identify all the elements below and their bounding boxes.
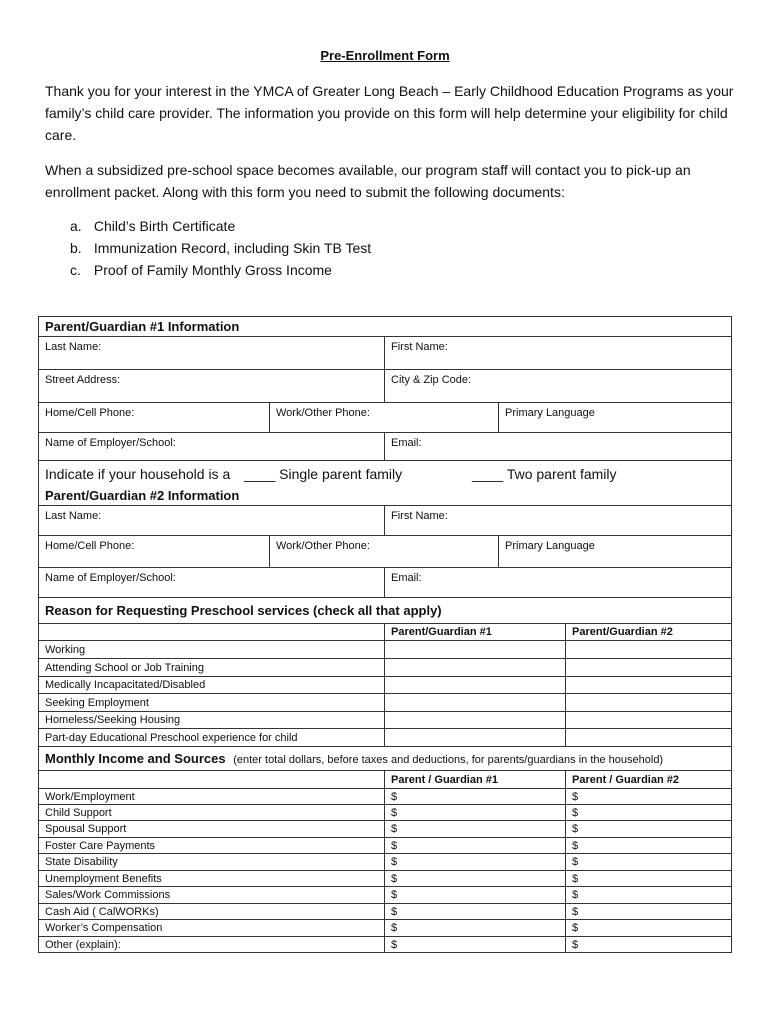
income-amount-guardian1[interactable]: $ (385, 854, 566, 871)
reason-label: Attending School or Job Training (39, 659, 385, 677)
income-source-label: Foster Care Payments (39, 838, 385, 854)
guardian1-language-field[interactable]: Primary Language (499, 403, 732, 433)
reasons-col-guardian2: Parent/Guardian #2 (566, 624, 732, 641)
two-parent-blank[interactable]: ____ (472, 465, 504, 482)
reason-label: Homeless/Seeking Housing (39, 712, 385, 729)
single-parent-label: Single parent family (279, 465, 403, 482)
guardian2-email-field[interactable]: Email: (385, 568, 732, 598)
reason-check-guardian2[interactable] (566, 659, 732, 677)
income-amount-guardian1[interactable]: $ (385, 838, 566, 854)
income-source-label: Other (explain): (39, 937, 385, 953)
income-amount-guardian2[interactable]: $ (566, 937, 732, 953)
guardian1-heading: Parent/Guardian #1 Information (39, 317, 732, 337)
income-amount-guardian1[interactable]: $ (385, 937, 566, 953)
guardian2-home-phone-field[interactable]: Home/Cell Phone: (39, 536, 270, 568)
documents-list (70, 215, 371, 281)
income-amount-guardian1[interactable]: $ (385, 920, 566, 937)
guardian2-first-name-field[interactable]: First Name: (385, 506, 732, 536)
income-col-guardian1: Parent / Guardian #1 (385, 771, 566, 789)
form-title: Pre-Enrollment Form (320, 48, 450, 63)
income-amount-guardian1[interactable]: $ (385, 871, 566, 887)
guardian1-city-zip-field[interactable]: City & Zip Code: (385, 370, 732, 403)
guardian1-work-phone-field[interactable]: Work/Other Phone: (270, 403, 499, 433)
reason-check-guardian2[interactable] (566, 677, 732, 694)
document-letter: c. (70, 262, 81, 278)
reasons-heading: Reason for Requesting Preschool services (check all that apply) (39, 598, 732, 624)
income-amount-guardian2[interactable]: $ (566, 789, 732, 805)
reason-check-guardian2[interactable] (566, 729, 732, 747)
reason-check-guardian2[interactable] (566, 694, 732, 712)
income-amount-guardian2[interactable]: $ (566, 871, 732, 887)
reasons-blank-header (39, 624, 385, 641)
income-amount-guardian2[interactable]: $ (566, 805, 732, 821)
document-item (70, 259, 371, 281)
household-prefix: Indicate if your household is a (45, 465, 231, 482)
income-amount-guardian2[interactable]: $ (566, 887, 732, 904)
income-source-label: Sales/Work Commissions (39, 887, 385, 904)
income-col-guardian2: Parent / Guardian #2 (566, 771, 732, 789)
intro-paragraph: Thank you for your interest in the YMCA of Greater Long Beach – Early Childhood Education Programs as your family’s child care provider. The information you provide on this form will help determine your eligibility for child care. (45, 83, 734, 143)
documents-paragraph: When a subsidized pre-school space becomes available, our program staff will contact you to pick-up an enrollment packet. Along with this form you need to submit the following documents: (45, 162, 691, 200)
reason-check-guardian1[interactable] (385, 712, 566, 729)
income-amount-guardian2[interactable]: $ (566, 838, 732, 854)
document-item (70, 215, 371, 237)
guardian1-home-phone-field[interactable]: Home/Cell Phone: (39, 403, 270, 433)
reasons-col-guardian1: Parent/Guardian #1 (385, 624, 566, 641)
income-source-label: Work/Employment (39, 789, 385, 805)
document-text: Immunization Record, including Skin TB Test (93, 240, 372, 256)
single-parent-blank[interactable]: ____ (244, 465, 276, 482)
guardian2-last-name-field[interactable]: Last Name: (39, 506, 385, 536)
income-amount-guardian2[interactable]: $ (566, 904, 732, 920)
income-source-label: Spousal Support (39, 821, 385, 838)
income-amount-guardian1[interactable]: $ (385, 904, 566, 920)
guardian1-last-name-field[interactable]: Last Name: (39, 337, 385, 370)
income-source-label: State Disability (39, 854, 385, 871)
income-heading-row (39, 747, 732, 771)
guardian2-language-field[interactable]: Primary Language (499, 536, 732, 568)
income-amount-guardian1[interactable]: $ (385, 805, 566, 821)
document-letter: a. (70, 218, 82, 234)
reason-label: Part-day Educational Preschool experience for child (39, 729, 385, 747)
income-amount-guardian1[interactable]: $ (385, 789, 566, 805)
income-amount-guardian2[interactable]: $ (566, 821, 732, 838)
reasons-table (38, 623, 732, 747)
guardian2-heading: Parent/Guardian #2 Information (39, 487, 732, 506)
reason-label: Working (39, 641, 385, 659)
income-table (38, 746, 732, 953)
reason-check-guardian2[interactable] (566, 641, 732, 659)
guardian1-first-name-field[interactable]: First Name: (385, 337, 732, 370)
reason-label: Medically Incapacitated/Disabled (39, 677, 385, 694)
household-type-row (39, 461, 732, 487)
reason-label: Seeking Employment (39, 694, 385, 712)
guardian1-employer-field[interactable]: Name of Employer/School: (39, 433, 385, 461)
document-item (70, 237, 371, 259)
income-source-label: Cash Aid ( CalWORKs) (39, 904, 385, 920)
income-source-label: Unemployment Benefits (39, 871, 385, 887)
income-source-label: Child Support (39, 805, 385, 821)
guardian1-table (38, 316, 732, 624)
income-source-label: Worker’s Compensation (39, 920, 385, 937)
reason-check-guardian1[interactable] (385, 694, 566, 712)
income-amount-guardian1[interactable]: $ (385, 821, 566, 838)
guardian2-employer-field[interactable]: Name of Employer/School: (39, 568, 385, 598)
income-blank-header (39, 771, 385, 789)
guardian2-work-phone-field[interactable]: Work/Other Phone: (270, 536, 499, 568)
income-amount-guardian2[interactable]: $ (566, 854, 732, 871)
guardian1-email-field[interactable]: Email: (385, 433, 732, 461)
guardian1-street-field[interactable]: Street Address: (39, 370, 385, 403)
document-text: Proof of Family Monthly Gross Income (93, 262, 332, 278)
income-amount-guardian2[interactable]: $ (566, 920, 732, 937)
reason-check-guardian1[interactable] (385, 659, 566, 677)
two-parent-label: Two parent family (506, 465, 617, 482)
income-amount-guardian1[interactable]: $ (385, 887, 566, 904)
document-letter: b. (70, 240, 82, 256)
reason-check-guardian1[interactable] (385, 729, 566, 747)
income-note: (enter total dollars, before taxes and deductions, for parents/guardians in the household) (233, 754, 664, 766)
reason-check-guardian1[interactable] (385, 641, 566, 659)
document-text: Child’s Birth Certificate (93, 218, 236, 234)
income-heading: Monthly Income and Sources (45, 751, 226, 766)
reason-check-guardian1[interactable] (385, 677, 566, 694)
reason-check-guardian2[interactable] (566, 712, 732, 729)
